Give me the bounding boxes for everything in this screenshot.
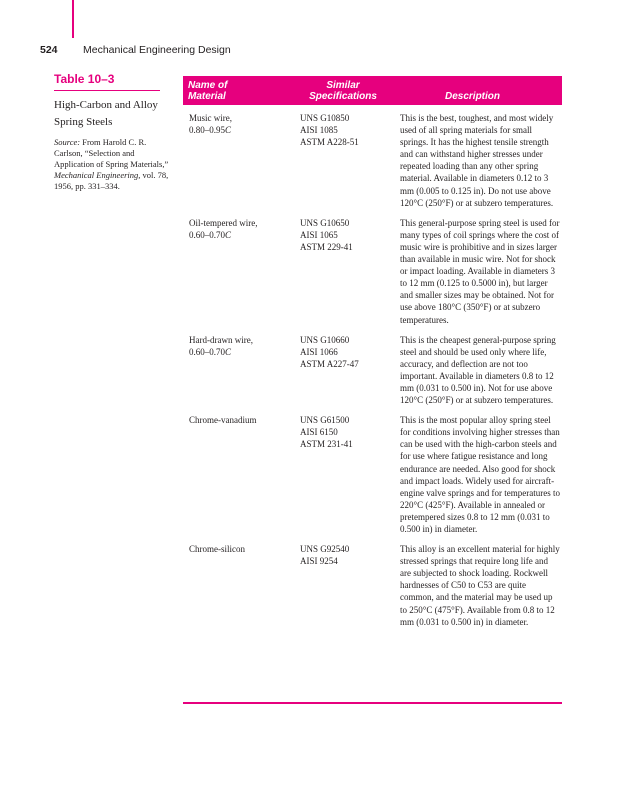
carbon-symbol: C [225,125,232,135]
description: This is the best, toughest, and most widely used of all spring materials for small springs. It has the highest tensile strength and can withstand higher stresses under repeated loading than any other spring material. Available in diameters 0.12 to 3 mm (0.005 to 0.125 in). Do not use above 120°C (250°F) or at subzero temperatures. [400,113,554,208]
name-line: Music wire, [189,113,232,123]
spec-uns: UNS G61500 [300,415,350,426]
carbon-range: 0.60–0.70 [189,346,225,357]
table-row [183,112,562,209]
source-text-2: vol. 78, 1956, pp. 331–334. [54,170,169,191]
table-row [183,414,562,535]
specifications [300,217,390,253]
spec-uns: UNS G10850 [300,113,350,123]
caption-line-2: Spring Steels [54,116,113,128]
table-label: Table 10–3 [54,72,160,91]
table-body [183,112,562,628]
spec-astm: ASTM 231-41 [300,439,353,450]
table-row [183,543,562,628]
source-label: Source: [54,137,81,147]
spec-aisi: AISI 1085 [300,125,338,135]
spec-astm: ASTM 229-41 [300,241,353,252]
carbon-range: 0.80–0.95 [189,125,225,135]
spec-astm: ASTM A228-51 [300,137,359,147]
header-col1-line2: Material [188,91,226,102]
specifications [300,334,390,370]
table-bottom-rule [183,702,562,704]
carbon-symbol: C [225,346,232,357]
spec-uns: UNS G10650 [300,217,350,228]
header-name-of-material [188,80,278,102]
running-head: Mechanical Engineering Design [83,44,231,56]
header-col2-line2: Specifications [309,91,377,102]
page-number: 524 [40,44,58,56]
description: This general-purpose spring steel is used for many types of coil springs where the cost of music wire is prohibitive and in sizes larger than available in music wire. Not for shock or impact loading. Available in diameters 3 to 12 mm (0.125 to 0.5000 in), but larger and smaller sizes may be obtained. Not for use above 180°C (350°F) or at subzero temperatures. [400,217,560,325]
spec-aisi: AISI 1065 [300,229,338,240]
specifications [300,543,390,567]
name-line: Oil-tempered wire, [189,217,258,228]
spec-aisi: AISI 1066 [300,346,338,357]
spec-aisi: AISI 9254 [300,556,338,567]
material-name [189,414,289,426]
header-similar-specifications [298,80,388,102]
description: This is the most popular alloy spring steel for conditions involving higher stresses than can be used with the high-carbon steels and for use where fatigue resistance and long endurance are needed. Also good for shock and impact loads. Widely used for aircraft-engine valve springs and for temperatures to 220°C (425°F). Available in annealed or pretempered sizes 0.8 to 12 mm (0.031 to 0.500 in) in diameter. [400,415,560,534]
specifications [300,414,390,450]
material-name [189,217,289,241]
material-name [189,334,289,358]
name-line: Chrome-vanadium [189,415,257,426]
header-col1-line1: Name of [188,80,228,91]
spring-steels-table [183,76,562,628]
description: This is the cheapest general-purpose spring steel and should be used only where life, accuracy, and deflection are not too important. Available in diameters 0.8 to 12 mm (0.031 to 0.500 in). Not for use above 120°C (250°F) or at subzero temperatures. [400,334,556,406]
header-col2-line1: Similar [326,80,360,91]
caption-line-1: High-Carbon and Alloy [54,99,158,111]
table-sidebar [54,72,172,192]
spec-uns: UNS G92540 [300,544,350,555]
header-description: Description [445,91,501,102]
source-text-1: From Harold C. R. Carlson, “Selection and Application of Spring Materials,” [54,137,169,169]
spec-aisi: AISI 6150 [300,427,338,438]
spec-astm: ASTM A227-47 [300,358,359,369]
margin-rule [72,0,74,38]
table-row [183,334,562,407]
specifications [300,112,390,148]
table-row [183,217,562,326]
spec-uns: UNS G10660 [300,334,350,345]
source-journal: Mechanical Engineering, [54,170,141,180]
name-line: Hard-drawn wire, [189,334,253,345]
carbon-symbol: C [225,229,232,240]
table-caption [54,97,172,131]
table-source [54,137,172,192]
material-name [189,543,289,555]
material-name [189,112,289,136]
carbon-range: 0.60–0.70 [189,229,225,240]
name-line: Chrome-silicon [189,544,245,555]
table-header [183,76,562,105]
description: This alloy is an excellent material for highly stressed springs that require long life and are subjected to shock loading. Rockwell hardnesses of C50 to C53 are quite common, and the material may be used up to 250°C (475°F). Available from 0.8 to 12 mm (0.031 to 0.500 in) in diameter. [400,544,560,627]
